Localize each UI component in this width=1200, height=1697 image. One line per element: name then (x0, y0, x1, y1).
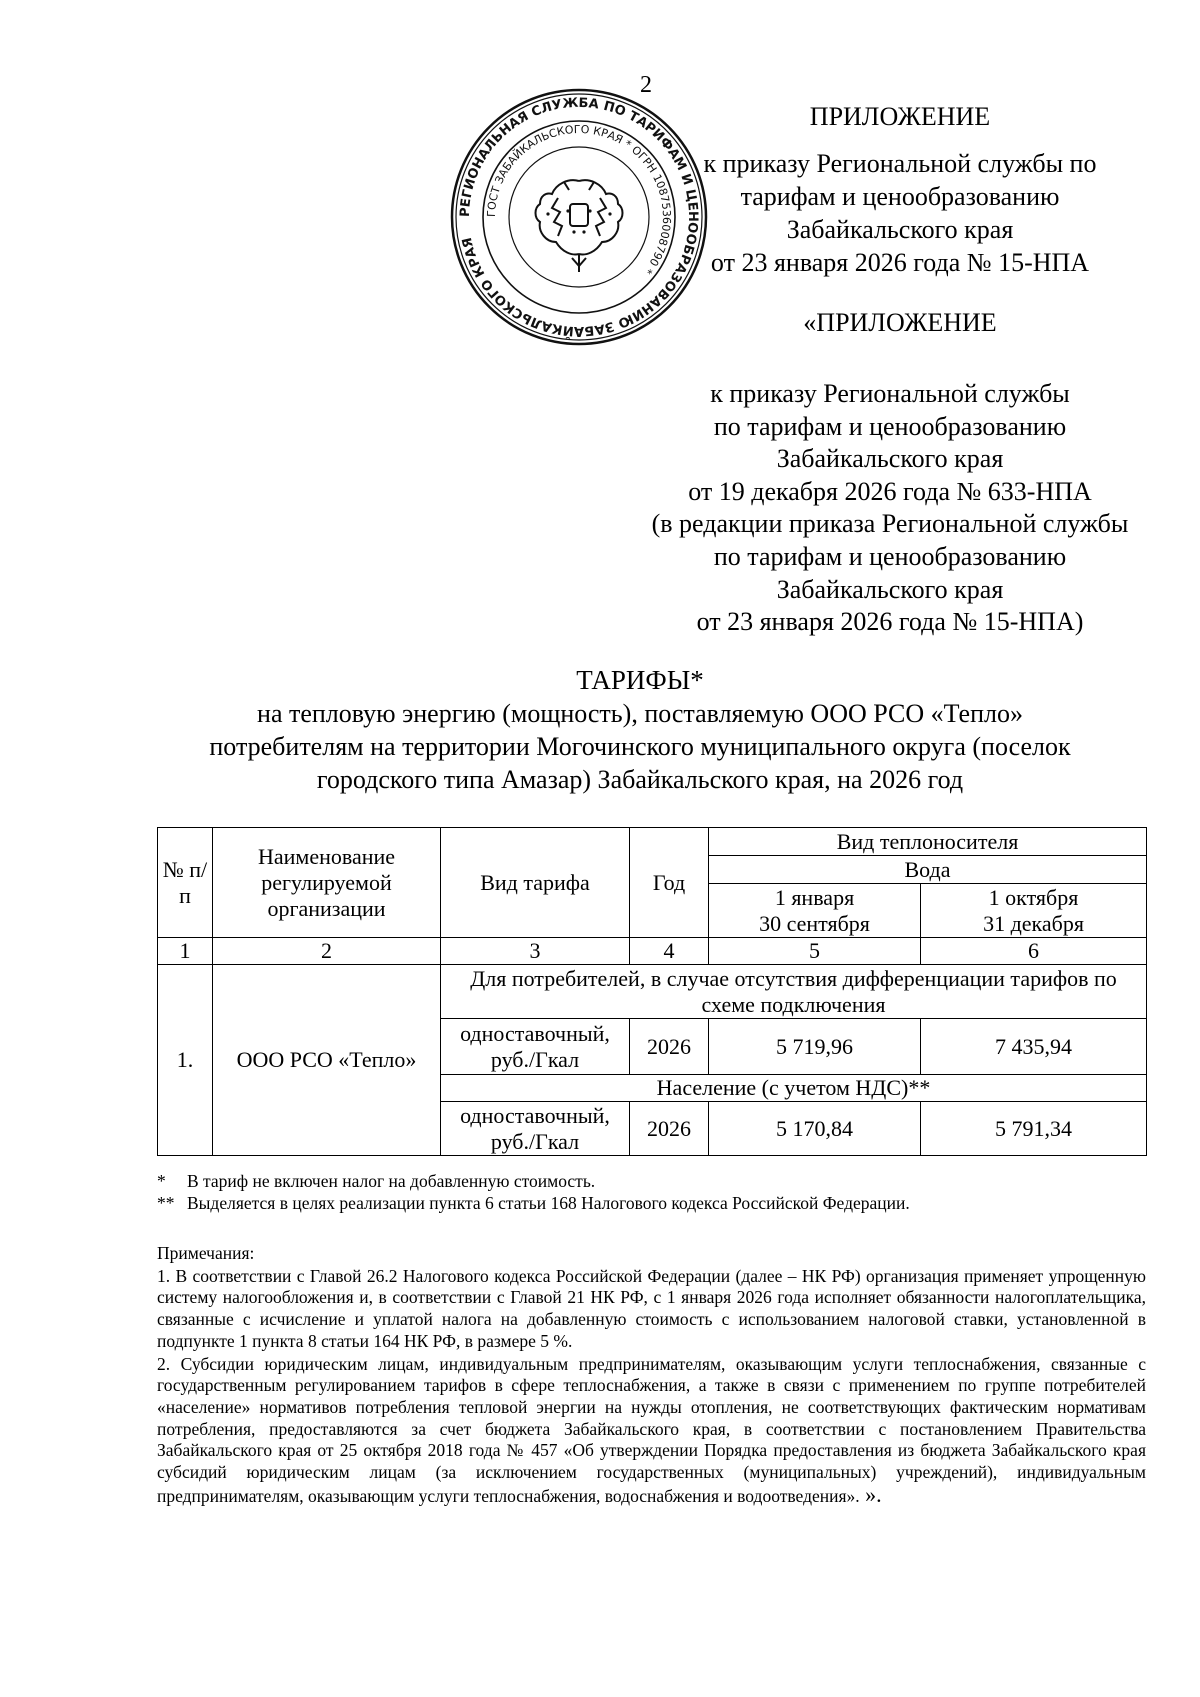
seal-dots (546, 209, 611, 233)
tariffs-table (157, 827, 1147, 1156)
appendix-line: к приказу Региональной службы по (703, 149, 1097, 178)
note-item-text: 2. Субсидии юридическим лицам, индивидуальным предпринимателям, оказывающим услуги теплоснабжения, связанные с государственным регулированием тарифов в сфере теплоснабжения, а также в связи с применением по группе потребителей «население» нормативов потребления тепловой энергии на нужды отопления, не соответствующих фактическим нормативам потребления, предоставляются за счет бюджета Забайкальского края, в соответствии с постановлением Правительства Забайкальского края от 25 октября 2018 года № 457 «Об утверждении Порядка предоставления из бюджета Забайкальского края субсидий юридическим лицам (за исключением государственных (муниципальных) учреждений), индивидуальным предпринимателям, оказывающим услуги теплоснабжения, водоснабжения и водоотведения». (157, 1353, 1146, 1506)
appendix-line: Забайкальского края (776, 574, 1004, 604)
tariff-value-cell: 5 170,84 (709, 1102, 921, 1156)
column-number: 4 (630, 938, 709, 965)
footnote-mark: * (157, 1171, 166, 1191)
appendix-line: тарифам и ценообразованию (740, 182, 1060, 211)
tariff-value-cell: 7 435,94 (921, 1019, 1147, 1075)
header-carrier: Вид теплоносителя (709, 828, 1147, 856)
group-1-label: Для потребителей, в случае отсутствия дифференциации тарифов по схеме подключения (441, 965, 1147, 1019)
appendix-heading: ПРИЛОЖЕНИЕ (809, 102, 991, 131)
notes (157, 1243, 1146, 1507)
appendix-line: от 23 января 2026 года № 15-НПА (710, 248, 1090, 277)
appendix-line: по тарифам и ценообразованию (713, 541, 1067, 571)
seal-inner-text: ГОСТ ЗАБАЙКАЛЬСКОГО КРАЯ * ОГРН 1087536008790 * (484, 122, 674, 277)
column-number: 3 (441, 938, 630, 965)
notes-heading: Примечания: (157, 1243, 255, 1263)
appendix-line: (в редакции приказа Региональной службы (651, 509, 1129, 539)
note-item: 1. В соответствии с Главой 26.2 Налогового кодекса Российской Федерации (далее – НК РФ) организация применяет упрощенную систему налогообложения и, в соответствии с Главой 21 НК РФ, с 1 января 2026 года исполняет обязанности налогоплательщика, связанные с исчисление и уплатой налога на добавленную стоимость с использованием налоговой ставки, установленной в подпункте 1 пункта 8 статьи 164 НК РФ, в размере 5 %. (157, 1265, 1146, 1351)
title-line: на тепловую энергию (мощность), поставляемую ООО РСО «Тепло» (257, 699, 1023, 728)
appendix-line: к приказу Региональной службы (710, 379, 1070, 408)
header-num: № п/п (158, 828, 213, 938)
appendix-line: по тарифам и ценообразованию (713, 411, 1067, 441)
tariff-type-cell: одноставочный, руб./Гкал (441, 1019, 630, 1075)
closing-quote: ». (859, 1481, 882, 1507)
row-number: 1. (158, 965, 213, 1156)
period-1-start: 1 января (774, 884, 855, 910)
footnote-mark: ** (157, 1193, 175, 1213)
footnotes (157, 1170, 1146, 1214)
title-main: ТАРИФЫ* (576, 665, 704, 695)
column-number-row (158, 938, 1147, 965)
appendix-line: от 19 декабря 2026 года № 633-НПА (688, 476, 1092, 506)
tariff-type-cell: одноставочный, руб./Гкал (441, 1102, 630, 1156)
period-2-start: 1 октября (988, 884, 1079, 910)
title-line: потребителям на территории Могочинского муниципального округа (поселок (209, 732, 1071, 761)
title-line: городского типа Амазар) Забайкальского края, на 2026 год (316, 765, 964, 794)
header-tariff-type: Вид тарифа (441, 828, 630, 938)
eagle-emblem-icon (536, 180, 623, 272)
footnote (157, 1192, 1146, 1214)
table-row (158, 965, 1147, 1019)
tariff-value-cell: 5 719,96 (709, 1019, 921, 1075)
header-org: Наименование регулируемой организации (213, 828, 441, 938)
appendix-amended (580, 378, 1200, 639)
header-period-2 (921, 884, 1147, 938)
tariff-value-cell: 5 791,34 (921, 1102, 1147, 1156)
appendix-line: Забайкальского края (786, 215, 1014, 244)
page-number: 2 (640, 72, 652, 98)
period-2-end: 31 декабря (983, 910, 1084, 936)
year-cell: 2026 (630, 1019, 709, 1075)
column-number: 5 (709, 938, 921, 965)
note-item (157, 1354, 1146, 1508)
group-2-label: Население (с учетом НДС)** (441, 1075, 1147, 1102)
column-number: 2 (213, 938, 441, 965)
appendix-line: Забайкальского края (776, 444, 1004, 474)
column-number: 6 (921, 938, 1147, 965)
seal-outer-text: РЕГИОНАЛЬНАЯ СЛУЖБА ПО ТАРИФАМ И ЦЕНООБРАЗОВАНИЮ ЗАБАЙКАЛЬСКОГО КРАЯ (457, 95, 701, 339)
table-header-row (158, 828, 1147, 856)
period-1-end: 30 сентября (759, 910, 870, 936)
footnote (157, 1170, 1146, 1192)
header-period-1 (709, 884, 921, 938)
column-number: 1 (158, 938, 213, 965)
appendix-amended-heading: «ПРИЛОЖЕНИЕ (803, 308, 997, 337)
appendix-current (660, 100, 1140, 279)
header-year: Год (630, 828, 709, 938)
year-cell: 2026 (630, 1102, 709, 1156)
header-water: Вода (709, 856, 1147, 884)
document-title (150, 664, 1130, 796)
appendix-line: от 23 января 2026 года № 15-НПА) (696, 607, 1084, 637)
org-name: ООО РСО «Тепло» (213, 965, 441, 1156)
footnote-text: В тариф не включен налог на добавленную стоимость. (187, 1171, 596, 1191)
footnote-text: Выделяется в целях реализации пункта 6 статьи 168 Налогового кодекса Российской Федерации. (187, 1193, 910, 1213)
